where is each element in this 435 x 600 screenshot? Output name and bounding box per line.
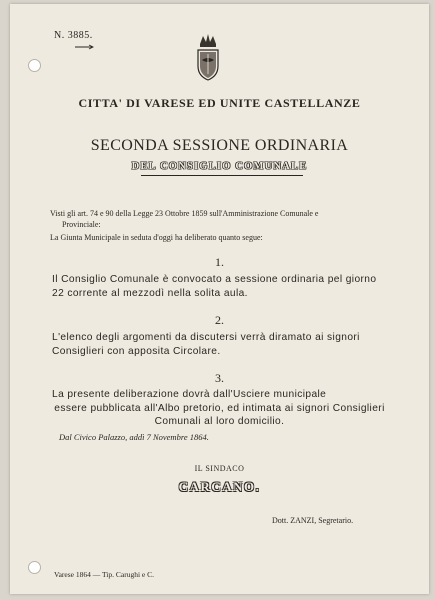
secretary-signature: Dott. ZANZI, Segretario.: [272, 516, 354, 525]
section-text: L'elenco degli argomenti da discutersi verrà diramato ai signori Consiglieri con apposita Circolare.: [52, 332, 360, 357]
section-text-rest: essere pubblicata all'Albo pretorio, ed intimata ai signori Consiglieri Comunali al loro domicilio.: [54, 402, 385, 427]
coat-of-arms-icon: [194, 30, 222, 84]
preamble-line: Visti gli art. 74 e 90 della Legge 23 Ottobre 1859 sull'Amministrazione Comunale e: [50, 209, 319, 218]
session-title: SECONDA SESSIONE ORDINARIA: [90, 137, 349, 154]
binder-hole-top: [28, 59, 41, 72]
preamble-line: La Giunta Municipale in seduta d'oggi ha deliberato quanto segue:: [50, 233, 263, 242]
date-line: Dal Civico Palazzo, addì 7 Novembre 1864.: [59, 432, 209, 442]
section-text-first-line: La presente deliberazione dovrà dall'Usciere municipale: [52, 389, 327, 400]
section-number: 1.: [215, 255, 224, 269]
subtitle-underline: [141, 175, 303, 176]
dash-ornament-icon: [74, 44, 94, 50]
mayor-name: CARCANO.: [178, 479, 261, 494]
section-number: 3.: [215, 371, 224, 385]
section-text: Il Consiglio Comunale è convocato a sessione ordinaria pel giorno 22 corrente al mezzodì nella solita aula.: [52, 274, 377, 299]
preamble-line: Provinciale:: [62, 220, 101, 229]
council-subtitle: DEL CONSIGLIO COMUNALE: [131, 161, 308, 172]
binder-hole-bottom: [28, 561, 41, 574]
city-heading: CITTA' DI VARESE ED UNITE CASTELLANZE: [78, 96, 361, 110]
printer-imprint: Varese 1864 — Tip. Carughi e C.: [54, 570, 154, 579]
document-number: N. 3885.: [54, 30, 93, 41]
mayor-title: IL SINDACO: [194, 464, 245, 473]
section-number: 2.: [215, 313, 224, 327]
document-page: [10, 4, 429, 594]
section-text: [52, 388, 387, 429]
